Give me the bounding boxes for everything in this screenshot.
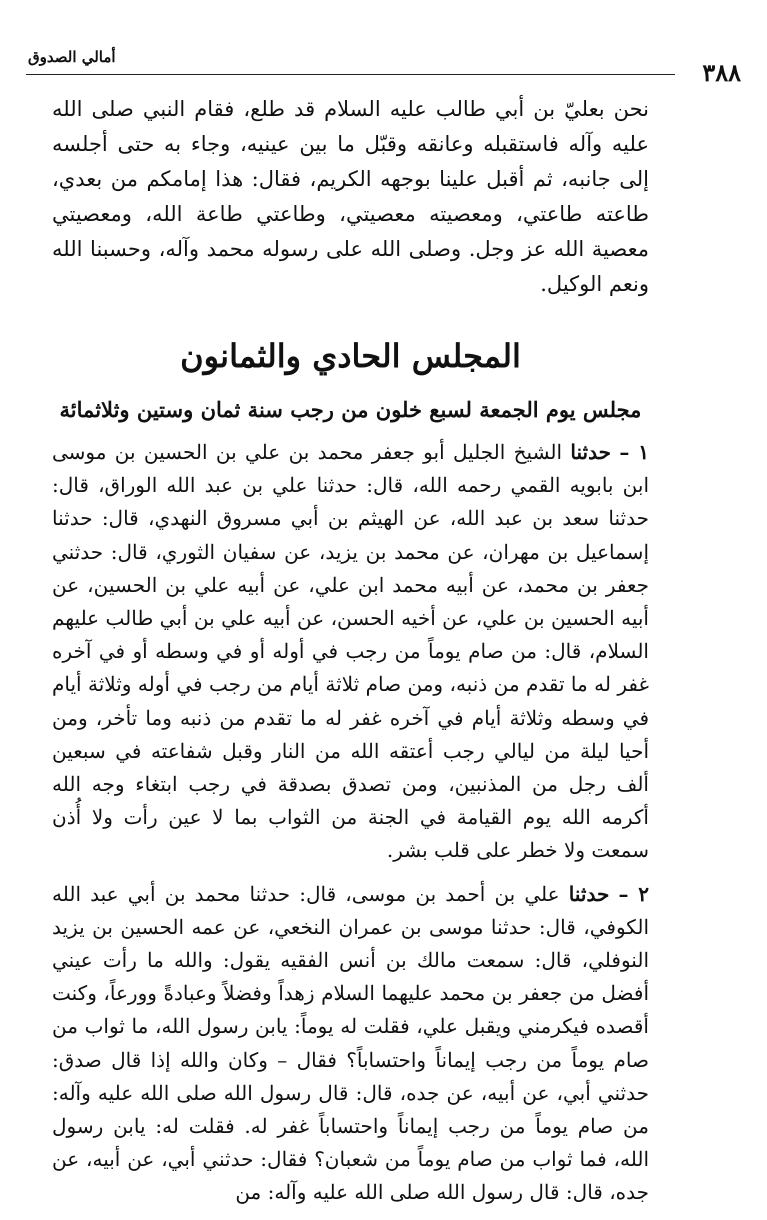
page-header bbox=[26, 44, 741, 87]
hadith-1 bbox=[52, 436, 649, 868]
session-title: مجلس يوم الجمعة لسبع خلون من رجب سنة ثمان وستين وثلاثمائة bbox=[59, 397, 642, 422]
hadith-number: ١ – bbox=[619, 440, 649, 464]
hadith-lead: حدثنا bbox=[570, 440, 611, 464]
page-number: ٣٨٨ bbox=[702, 58, 741, 87]
page-body bbox=[52, 92, 649, 1220]
hadith-number: ٢ – bbox=[618, 881, 649, 906]
running-title: أمالي الصدوق bbox=[28, 48, 116, 66]
hadith-lead: حدثنا bbox=[568, 881, 610, 906]
intro-paragraph: نحن بعليّ بن أبي طالب عليه السلام قد طلع، فقام النبي صلى الله عليه وآله فاستقبله وعانقه وقبّل ما بين عينيه، وجاء به حتى أجلسه إلى جانبه، ثم أقبل علينا بوجهه الكريم، فقال: هذا إمامكم من بعدي، طاعته طاعتي، ومعصيته معصيتي، وطاعتي طاعة الله، ومعصيتي معصية الله عز وجل. وصلى الله على رسوله محمد وآله، وحسبنا الله ونعم الوكيل. bbox=[52, 97, 649, 296]
hadith-text: علي بن أحمد بن موسى، قال: حدثنا محمد بن أبي عبد الله الكوفي، قال: حدثنا موسى بن عمران النخعي، عن عمه الحسين بن يزيد النوفلي، قال: سمعت مالك بن أنس الفقيه يقول: والله ما رأت عيني أفضل من جعفر بن محمد عليهما السلام زهداً وفضلاً وعبادةً وورعاً، وكنت أقصده فيكرمني ويقبل علي، فقلت له يوماً: يابن رسول الله، ما ثواب من صام يوماً من رجب إيماناً واحتساباً؟ فقال – وكان والله إذا قال صدق: حدثني أبي، عن أبيه، عن جده، قال: قال رسول الله صلى الله عليه وآله: من صام يوماً من رجب إيماناً واحتساباً غفر له. فقلت له: يابن رسول الله، فما ثواب من صام يوماً من شعبان؟ فقال: حدثني أبي، عن أبيه، عن جده، قال: قال رسول الله صلى الله عليه وآله: من bbox=[52, 881, 650, 1205]
chapter-title: المجلس الحادي والثمانون bbox=[180, 337, 521, 375]
hadith-2 bbox=[52, 878, 649, 1210]
hadith-text: الشيخ الجليل أبو جعفر محمد بن علي بن الحسين بن موسى ابن بابويه القمي رحمه الله، قال: حدثنا علي بن عبد الله الوراق، قال: حدثنا سعد بن عبد الله، عن الهيثم بن أبي مسروق النهدي، قال: حدثنا إسماعيل بن مهران، عن محمد بن يزيد، عن سفيان الثوري، قال: حدثني جعفر بن محمد، عن أبيه محمد ابن علي، عن أبيه علي بن الحسين، عن أبيه الحسين بن علي، عن أخيه الحسن، عن أبيه علي بن أبي طالب عليهم السلام، قال: من صام يوماً من رجب في أوله أو في وسطه أو في آخره غفر له ما تقدم من ذنبه، ومن صام ثلاثة أيام من رجب في أوله وثلاثة أيام في وسطه وثلاثة أيام في آخره غفر له ما تقدم من ذنبه وما تأخر، ومن أحيا ليلة من ليالي رجب أعتقه الله من النار وقبل شفاعته في سبعين ألف رجل من المذنبين، ومن تصدق بصدقة في رجب ابتغاء وجه الله أكرمه الله يوم القيامة في الجنة من الثواب بما لا عين رأت ولا أُذن سمعت ولا خطر على قلب بشر. bbox=[52, 440, 649, 863]
